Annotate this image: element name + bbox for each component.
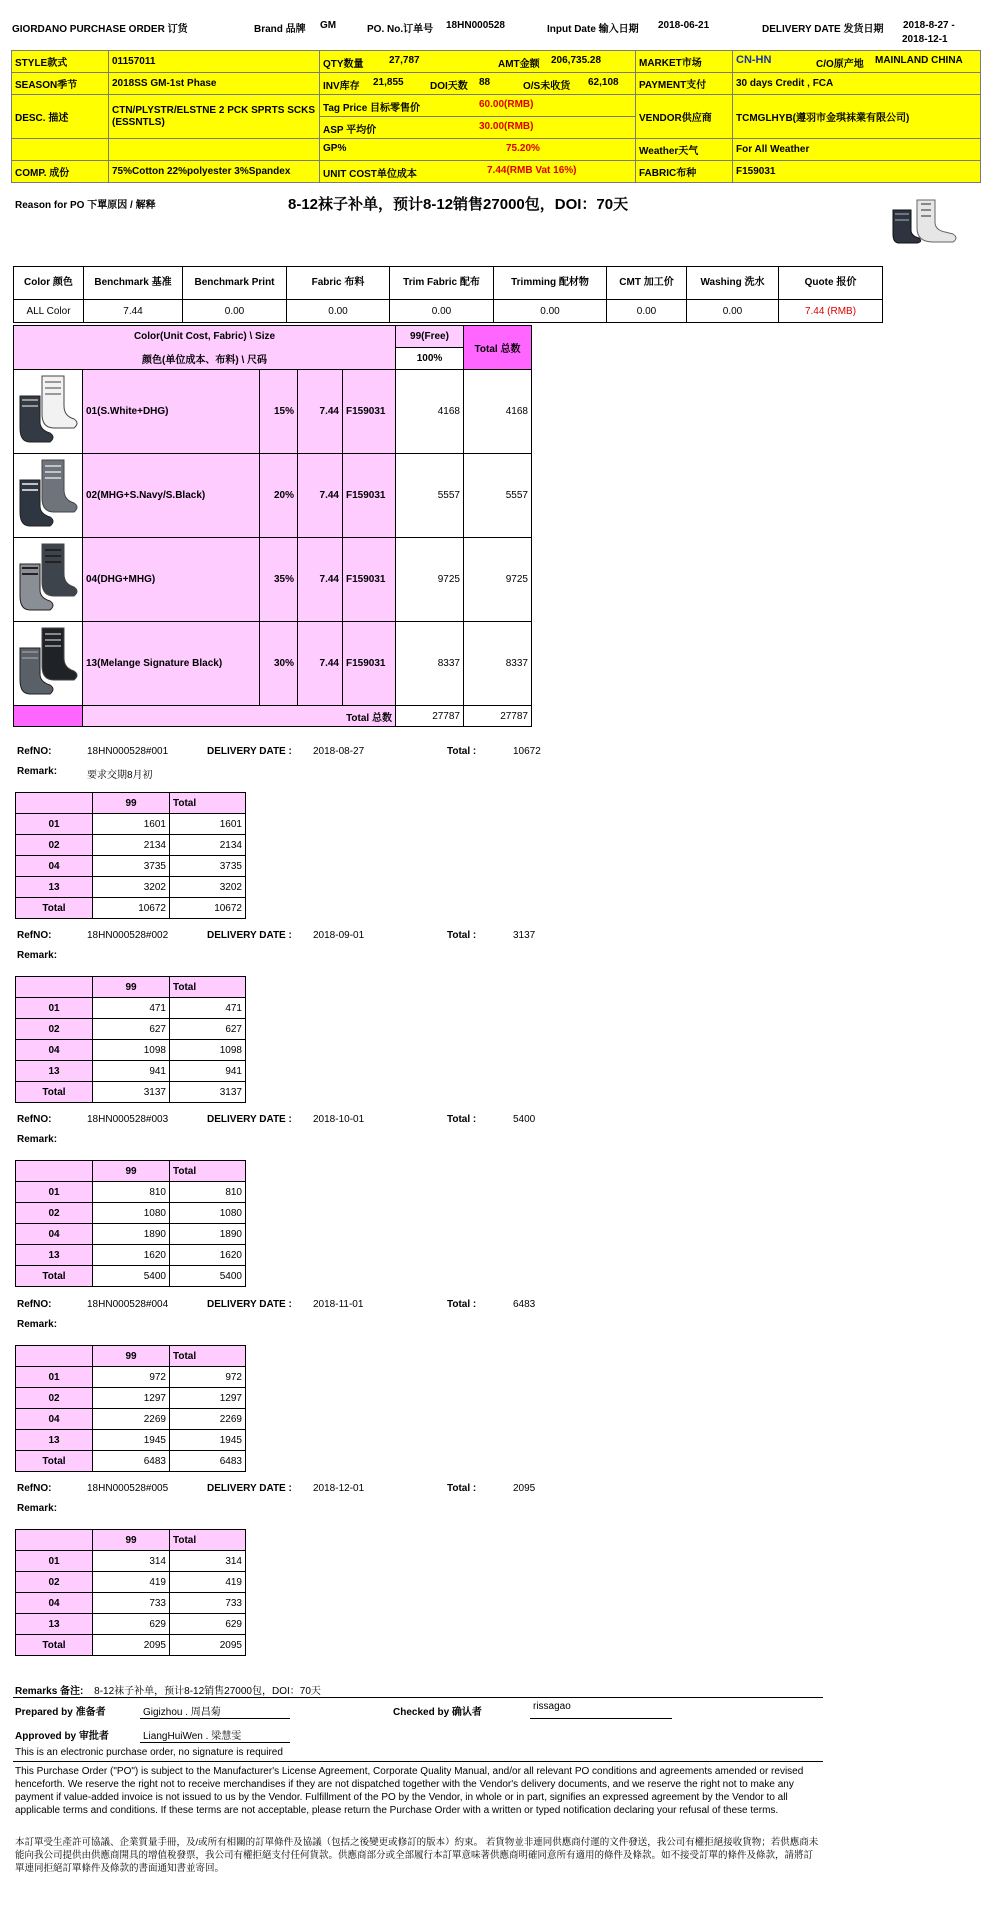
delivery-corner — [16, 1530, 93, 1551]
prepared-label: Prepared by 准备者 — [15, 1707, 106, 1718]
color-row — [14, 454, 532, 538]
po-title: GIORDANO PURCHASE ORDER 订货 — [12, 24, 188, 35]
color-qty: 8337 — [396, 622, 464, 706]
benchmark-table — [13, 266, 883, 323]
delivery-table — [15, 1529, 246, 1656]
delivery-row — [16, 1245, 246, 1266]
delivery-row-color: 02 — [16, 1019, 93, 1040]
color-percent: 35% — [260, 538, 298, 622]
doi-label: DOI天数 — [430, 81, 468, 92]
bench-value-print: 0.00 — [183, 300, 287, 323]
delivery-row-qty: 419 — [93, 1572, 170, 1593]
gp-cell — [320, 139, 636, 161]
amt-value: 206,735.28 — [551, 55, 602, 66]
delivery-corner — [16, 977, 93, 998]
delivery-row-total: 733 — [170, 1593, 246, 1614]
cs-grand-label: Total 总数 — [83, 706, 396, 727]
color-swatch-image — [14, 454, 83, 538]
delivery-size-header: 99 — [93, 1161, 170, 1182]
os-label: O/S未收货 — [523, 81, 571, 92]
delivery-row-qty: 627 — [93, 1019, 170, 1040]
delivery-row-qty: 1945 — [93, 1430, 170, 1451]
prepared-value: Gigizhou . 周昌菊 — [143, 1707, 221, 1718]
delivery-row — [16, 1409, 246, 1430]
brand-label: Brand 品牌 — [254, 24, 306, 35]
delivery-row — [16, 1061, 246, 1082]
delivery-row-total: 419 — [170, 1572, 246, 1593]
delivery-row — [16, 998, 246, 1019]
tag-price-label: Tag Price 目标零售价 — [323, 103, 421, 114]
color-name: 13(Melange Signature Black) — [83, 622, 260, 706]
electronic-note: This is an electronic purchase order, no signature is required — [15, 1747, 283, 1758]
delivery-total-header: Total — [170, 1161, 246, 1182]
delivery-row-qty: 1098 — [93, 1040, 170, 1061]
bench-value-benchmark: 7.44 — [84, 300, 183, 323]
bench-value-washing: 0.00 — [687, 300, 779, 323]
delivery-row-color: 01 — [16, 1551, 93, 1572]
bench-header-fabric: Fabric 布料 — [287, 267, 390, 300]
weather-label: Weather天气 — [636, 139, 733, 161]
delivery-sum-qty: 6483 — [93, 1451, 170, 1472]
reason-label: Reason for PO 下單原因 / 解释 — [15, 200, 156, 211]
delivery-row-total: 627 — [170, 1019, 246, 1040]
origin-label: C/O原产地 — [816, 59, 864, 70]
remark-label: Remark: — [17, 1319, 58, 1330]
payment-label: PAYMENT支付 — [636, 73, 733, 95]
desc-value: CTN/PLYSTR/ELSTNE 2 PCK SPRTS SCKS (ESSNTLS) — [109, 95, 320, 139]
delivery-date-value: 2018-12-01 — [313, 1483, 365, 1494]
delivery-row-total: 471 — [170, 998, 246, 1019]
bench-value-cmt: 0.00 — [607, 300, 687, 323]
color-name: 02(MHG+S.Navy/S.Black) — [83, 454, 260, 538]
delivery-total-header: Total — [170, 1346, 246, 1367]
delivery-size-header: 99 — [93, 1346, 170, 1367]
remark-label: Remark: — [17, 766, 58, 777]
delivery-row-color: 13 — [16, 1614, 93, 1635]
delivery-row — [16, 1572, 246, 1593]
delivery-row-color: 04 — [16, 856, 93, 877]
inventory-cell — [320, 73, 636, 95]
delivery-total-label: Total : — [447, 1483, 477, 1494]
remarks-text: 8-12袜子补单，预计8-12销售27000包，DOI：70天 — [94, 1686, 321, 1697]
delivery-total-value: 3137 — [513, 930, 536, 941]
delivery-row-qty: 2134 — [93, 835, 170, 856]
delivery-row-total: 1620 — [170, 1245, 246, 1266]
delivery-row-total: 2269 — [170, 1409, 246, 1430]
delivery-row-total: 2134 — [170, 835, 246, 856]
color-percent: 20% — [260, 454, 298, 538]
vendor-label: VENDOR供应商 — [636, 95, 733, 139]
delivery-sum-label: Total — [16, 1635, 93, 1656]
season-value: 2018SS GM-1st Phase — [109, 73, 320, 95]
color-total: 5557 — [464, 454, 532, 538]
delivery-row-total: 3202 — [170, 877, 246, 898]
bench-header-quote: Quote 报价 — [779, 267, 883, 300]
delivery-row-qty: 972 — [93, 1367, 170, 1388]
delivery-corner — [16, 1346, 93, 1367]
unit-cost-value: 7.44(RMB Vat 16%) — [487, 165, 577, 176]
delivery-sum-qty: 10672 — [93, 898, 170, 919]
delivery-sum-qty: 2095 — [93, 1635, 170, 1656]
cs-size-header: 99(Free) — [396, 326, 464, 348]
delivery-row-total: 3735 — [170, 856, 246, 877]
delivery-row-color: 04 — [16, 1409, 93, 1430]
delivery-total-label: Total : — [447, 746, 477, 757]
blank-cell — [109, 139, 320, 161]
delivery-row-color: 13 — [16, 877, 93, 898]
delivery-row — [16, 1224, 246, 1245]
refno-label: RefNO: — [17, 1114, 52, 1125]
color-swatch-image — [14, 538, 83, 622]
delivery-total-label: Total : — [447, 1114, 477, 1125]
input-date-value: 2018-06-21 — [658, 20, 710, 31]
approved-label: Approved by 审批者 — [15, 1731, 109, 1742]
delivery-corner — [16, 1161, 93, 1182]
delivery-row-qty: 3202 — [93, 877, 170, 898]
delivery-sum-row — [16, 1451, 246, 1472]
delivery-sum-row — [16, 898, 246, 919]
color-percent: 30% — [260, 622, 298, 706]
delivery-row-qty: 733 — [93, 1593, 170, 1614]
checked-label: Checked by 确认者 — [393, 1707, 482, 1718]
delivery-date-label: DELIVERY DATE : — [207, 746, 292, 757]
price-cell — [320, 95, 636, 139]
delivery-row-color: 13 — [16, 1061, 93, 1082]
delivery-sum-label: Total — [16, 1082, 93, 1103]
origin-value: MAINLAND CHINA — [875, 55, 963, 66]
bench-value-trimming: 0.00 — [494, 300, 607, 323]
delivery-row-color: 01 — [16, 998, 93, 1019]
delivery-row — [16, 1614, 246, 1635]
delivery-row — [16, 877, 246, 898]
delivery-row-color: 04 — [16, 1224, 93, 1245]
color-name: 04(DHG+MHG) — [83, 538, 260, 622]
delivery-row-color: 04 — [16, 1040, 93, 1061]
cs-size-percent: 100% — [396, 348, 464, 370]
color-qty: 5557 — [396, 454, 464, 538]
delivery-row-qty: 1620 — [93, 1245, 170, 1266]
desc-label: DESC. 描述 — [12, 95, 109, 139]
color-total: 8337 — [464, 622, 532, 706]
cs-total-header: Total 总数 — [464, 326, 532, 370]
delivery-sum-label: Total — [16, 898, 93, 919]
delivery-row-qty: 471 — [93, 998, 170, 1019]
delivery-row-qty: 810 — [93, 1182, 170, 1203]
delivery-row-total: 972 — [170, 1367, 246, 1388]
delivery-row-color: 01 — [16, 814, 93, 835]
delivery-row-qty: 3735 — [93, 856, 170, 877]
refno-label: RefNO: — [17, 1299, 52, 1310]
color-unit-cost: 7.44 — [298, 538, 343, 622]
delivery-date-label: DELIVERY DATE : — [207, 930, 292, 941]
color-name: 01(S.White+DHG) — [83, 370, 260, 454]
delivery-row — [16, 1019, 246, 1040]
color-percent: 15% — [260, 370, 298, 454]
bench-header-trim-fabric: Trim Fabric 配布 — [390, 267, 494, 300]
delivery-row-total: 941 — [170, 1061, 246, 1082]
checked-value: rissagao — [533, 1701, 571, 1712]
input-date-label: Input Date 输入日期 — [547, 24, 639, 35]
inv-label: INV库存 — [323, 81, 360, 92]
delivery-row — [16, 1367, 246, 1388]
qty-label: QTY数量 — [323, 59, 364, 70]
gp-label: GP% — [323, 143, 347, 154]
style-value: 01157011 — [109, 51, 320, 73]
remark-value: 要求交期8月初 — [87, 770, 153, 781]
delivery-row-color: 02 — [16, 1388, 93, 1409]
delivery-row-color: 04 — [16, 1593, 93, 1614]
delivery-sum-total: 3137 — [170, 1082, 246, 1103]
remarks-row — [15, 1682, 321, 1697]
color-total: 4168 — [464, 370, 532, 454]
color-unit-cost: 7.44 — [298, 370, 343, 454]
delivery-date-value: 2018-08-27 — [313, 746, 365, 757]
delivery-row-total: 629 — [170, 1614, 246, 1635]
delivery-total-header: Total — [170, 977, 246, 998]
delivery-date-label: DELIVERY DATE : — [207, 1299, 292, 1310]
delivery-row-total: 1098 — [170, 1040, 246, 1061]
tag-price-value: 60.00(RMB) — [479, 99, 534, 110]
po-no-value: 18HN000528 — [446, 20, 505, 31]
delivery-total-value: 5400 — [513, 1114, 536, 1125]
delivery-row-color: 02 — [16, 1572, 93, 1593]
cs-header-en: Color(Unit Cost, Fabric) \ Size — [14, 326, 396, 348]
delivery-sum-label: Total — [16, 1451, 93, 1472]
delivery-total-header: Total — [170, 793, 246, 814]
unit-cost-label: UNIT COST单位成本 — [323, 169, 417, 180]
delivery-table — [15, 1345, 246, 1472]
delivery-size-header: 99 — [93, 1530, 170, 1551]
po-no-label: PO. No.订单号 — [367, 24, 434, 35]
delivery-row — [16, 856, 246, 877]
delivery-row-total: 1080 — [170, 1203, 246, 1224]
color-qty: 4168 — [396, 370, 464, 454]
color-swatch-image — [14, 370, 83, 454]
comp-label: COMP. 成份 — [12, 161, 109, 183]
refno-label: RefNO: — [17, 1483, 52, 1494]
amt-label: AMT金额 — [498, 59, 540, 70]
style-label: STYLE款式 — [12, 51, 109, 73]
bench-header-washing: Washing 洗水 — [687, 267, 779, 300]
market-label: MARKET市场 — [636, 51, 733, 73]
product-thumbnail-image — [887, 196, 967, 244]
fabric-label: FABRIC布种 — [636, 161, 733, 183]
delivery-row-color: 01 — [16, 1367, 93, 1388]
cs-grand-qty: 27787 — [396, 706, 464, 727]
comp-value: 75%Cotton 22%polyester 3%Spandex — [109, 161, 320, 183]
delivery-row-qty: 941 — [93, 1061, 170, 1082]
delivery-row-total: 1890 — [170, 1224, 246, 1245]
weather-value: For All Weather — [733, 139, 981, 161]
delivery-row-qty: 2269 — [93, 1409, 170, 1430]
asp-value: 30.00(RMB) — [479, 121, 534, 132]
delivery-row-total: 1945 — [170, 1430, 246, 1451]
color-total: 9725 — [464, 538, 532, 622]
delivery-date-label: DELIVERY DATE : — [207, 1114, 292, 1125]
delivery-date-label: DELIVERY DATE 发货日期 — [762, 24, 884, 35]
delivery-total-header: Total — [170, 1530, 246, 1551]
delivery-row-color: 02 — [16, 835, 93, 856]
color-size-table — [13, 325, 532, 727]
market-value: CN-HN — [736, 54, 772, 66]
delivery-total-value: 10672 — [513, 746, 541, 757]
bench-header-print: Benchmark Print — [183, 267, 287, 300]
delivery-date-label: DELIVERY DATE : — [207, 1483, 292, 1494]
delivery-sum-total: 6483 — [170, 1451, 246, 1472]
color-row — [14, 538, 532, 622]
refno-value: 18HN000528#002 — [87, 930, 169, 941]
color-row — [14, 370, 532, 454]
brand-value: GM — [320, 20, 337, 31]
payment-value: 30 days Credit , FCA — [733, 73, 981, 95]
remark-label: Remark: — [17, 1134, 58, 1145]
doi-value: 88 — [479, 77, 491, 88]
delivery-row — [16, 1203, 246, 1224]
asp-label: ASP 平均价 — [323, 125, 377, 136]
delivery-sum-qty: 3137 — [93, 1082, 170, 1103]
season-label: SEASON季节 — [12, 73, 109, 95]
delivery-row-qty: 629 — [93, 1614, 170, 1635]
delivery-sum-total: 5400 — [170, 1266, 246, 1287]
bench-header-trimming: Trimming 配材物 — [494, 267, 607, 300]
qty-value: 27,787 — [389, 55, 420, 66]
cs-grand-total: 27787 — [464, 706, 532, 727]
delivery-row-qty: 1890 — [93, 1224, 170, 1245]
delivery-row — [16, 1593, 246, 1614]
color-swatch-image — [14, 622, 83, 706]
delivery-total-label: Total : — [447, 930, 477, 941]
qty-amt-cell — [320, 51, 636, 73]
color-fabric: F159031 — [343, 622, 396, 706]
delivery-sum-row — [16, 1635, 246, 1656]
legal-terms-cn: 本訂單受生產許可協議、企業質量手冊，及/或所有相關的訂單條件及協議（包括之後變更或修訂的版本）約束。 若貨物並非連同供應商付運的文件發送，我公司有權拒絕接收貨物；若供應商未能向我公司提供由供應商開具的增值稅發票，我公司有權拒絕支付任何貨款。供應商部分或全部履行本訂單意味著供應商明確同意所有適用的條件及條款。如不接受訂單的條件及條款，請將訂單連同拒絕訂單條件及條款的書面通知書並寄回。 — [15, 1837, 819, 1874]
delivery-row — [16, 1388, 246, 1409]
delivery-sum-total: 10672 — [170, 898, 246, 919]
delivery-row-total: 1297 — [170, 1388, 246, 1409]
refno-value: 18HN000528#005 — [87, 1483, 169, 1494]
bench-value-trim-fabric: 0.00 — [390, 300, 494, 323]
delivery-row — [16, 814, 246, 835]
gp-value: 75.20% — [506, 143, 540, 154]
delivery-date-value: 2018-11-01 — [313, 1299, 364, 1310]
unit-cost-cell — [320, 161, 636, 183]
delivery-row-qty: 1080 — [93, 1203, 170, 1224]
reason-text: 8-12袜子补单，预计8-12销售27000包，DOI：70天 — [288, 196, 629, 213]
refno-value: 18HN000528#003 — [87, 1114, 169, 1125]
delivery-table — [15, 792, 246, 919]
color-row — [14, 622, 532, 706]
po-info-table — [11, 50, 981, 183]
delivery-row-color: 13 — [16, 1430, 93, 1451]
delivery-date-value: 2018-09-01 — [313, 930, 365, 941]
approved-value: LiangHuiWen . 梁慧雯 — [143, 1731, 242, 1742]
delivery-sum-row — [16, 1266, 246, 1287]
inv-value: 21,855 — [373, 77, 404, 88]
delivery-row-total: 314 — [170, 1551, 246, 1572]
legal-terms-en: This Purchase Order ("PO") is subject to the Manufacturer's License Agreement, Corporate Quality Manual, and/or all relevant PO conditions and agreements amended or revised henceforth. We reserve the right not to receive merchandises if they are not dispatched together with the Vendor's delivery documents, and we reserve the right not to make any payment if value-added invoice is not issued to us by the Vendor. Fulfillment of the PO by the Vendor, in whole or in part, signifies an expressed agreement by the Vendor to all applicable terms and conditions. If these terms are not acceptable, please return the Purchase Order with a written or typed notification declaring your refusal of these terms. — [15, 1766, 804, 1816]
cs-total-blank — [14, 706, 83, 727]
remark-label: Remark: — [17, 1503, 58, 1514]
delivery-row-color: 02 — [16, 1203, 93, 1224]
color-fabric: F159031 — [343, 370, 396, 454]
bench-header-benchmark: Benchmark 基准 — [84, 267, 183, 300]
refno-label: RefNO: — [17, 746, 52, 757]
refno-value: 18HN000528#001 — [87, 746, 169, 757]
bench-value-fabric: 0.00 — [287, 300, 390, 323]
bench-header-color: Color 颜色 — [14, 267, 84, 300]
color-qty: 9725 — [396, 538, 464, 622]
delivery-row-color: 01 — [16, 1182, 93, 1203]
os-value: 62,108 — [588, 77, 619, 88]
market-origin-cell — [733, 51, 981, 73]
refno-label: RefNO: — [17, 930, 52, 941]
delivery-row — [16, 835, 246, 856]
delivery-sum-qty: 5400 — [93, 1266, 170, 1287]
delivery-size-header: 99 — [93, 793, 170, 814]
delivery-table — [15, 1160, 246, 1287]
delivery-row — [16, 1182, 246, 1203]
delivery-corner — [16, 793, 93, 814]
color-fabric: F159031 — [343, 538, 396, 622]
delivery-size-header: 99 — [93, 977, 170, 998]
delivery-row-total: 810 — [170, 1182, 246, 1203]
delivery-sum-row — [16, 1082, 246, 1103]
delivery-row-qty: 314 — [93, 1551, 170, 1572]
color-unit-cost: 7.44 — [298, 622, 343, 706]
bench-header-cmt: CMT 加工价 — [607, 267, 687, 300]
delivery-total-value: 6483 — [513, 1299, 536, 1310]
blank-cell — [12, 139, 109, 161]
color-unit-cost: 7.44 — [298, 454, 343, 538]
bench-value-quote: 7.44 (RMB) — [779, 300, 883, 323]
delivery-row — [16, 1040, 246, 1061]
delivery-table — [15, 976, 246, 1103]
bench-value-color: ALL Color — [14, 300, 84, 323]
delivery-row-qty: 1601 — [93, 814, 170, 835]
delivery-sum-label: Total — [16, 1266, 93, 1287]
delivery-total-value: 2095 — [513, 1483, 536, 1494]
delivery-sum-total: 2095 — [170, 1635, 246, 1656]
delivery-row-qty: 1297 — [93, 1388, 170, 1409]
refno-value: 18HN000528#004 — [87, 1299, 169, 1310]
remarks-label: Remarks 备注: — [15, 1686, 84, 1697]
delivery-row-color: 13 — [16, 1245, 93, 1266]
delivery-date-start: 2018-8-27 - — [903, 20, 955, 31]
fabric-value: F159031 — [733, 161, 981, 183]
delivery-row-total: 1601 — [170, 814, 246, 835]
color-fabric: F159031 — [343, 454, 396, 538]
delivery-total-label: Total : — [447, 1299, 477, 1310]
delivery-date-value: 2018-10-01 — [313, 1114, 365, 1125]
remark-label: Remark: — [17, 950, 58, 961]
delivery-row — [16, 1430, 246, 1451]
cs-header-cn: 颜色(单位成本、布料) \ 尺码 — [14, 348, 396, 370]
vendor-value: TCMGLHYB(遵羽市金琪袜業有限公司) — [733, 95, 981, 139]
delivery-date-end: 2018-12-1 — [902, 34, 948, 45]
delivery-row — [16, 1551, 246, 1572]
